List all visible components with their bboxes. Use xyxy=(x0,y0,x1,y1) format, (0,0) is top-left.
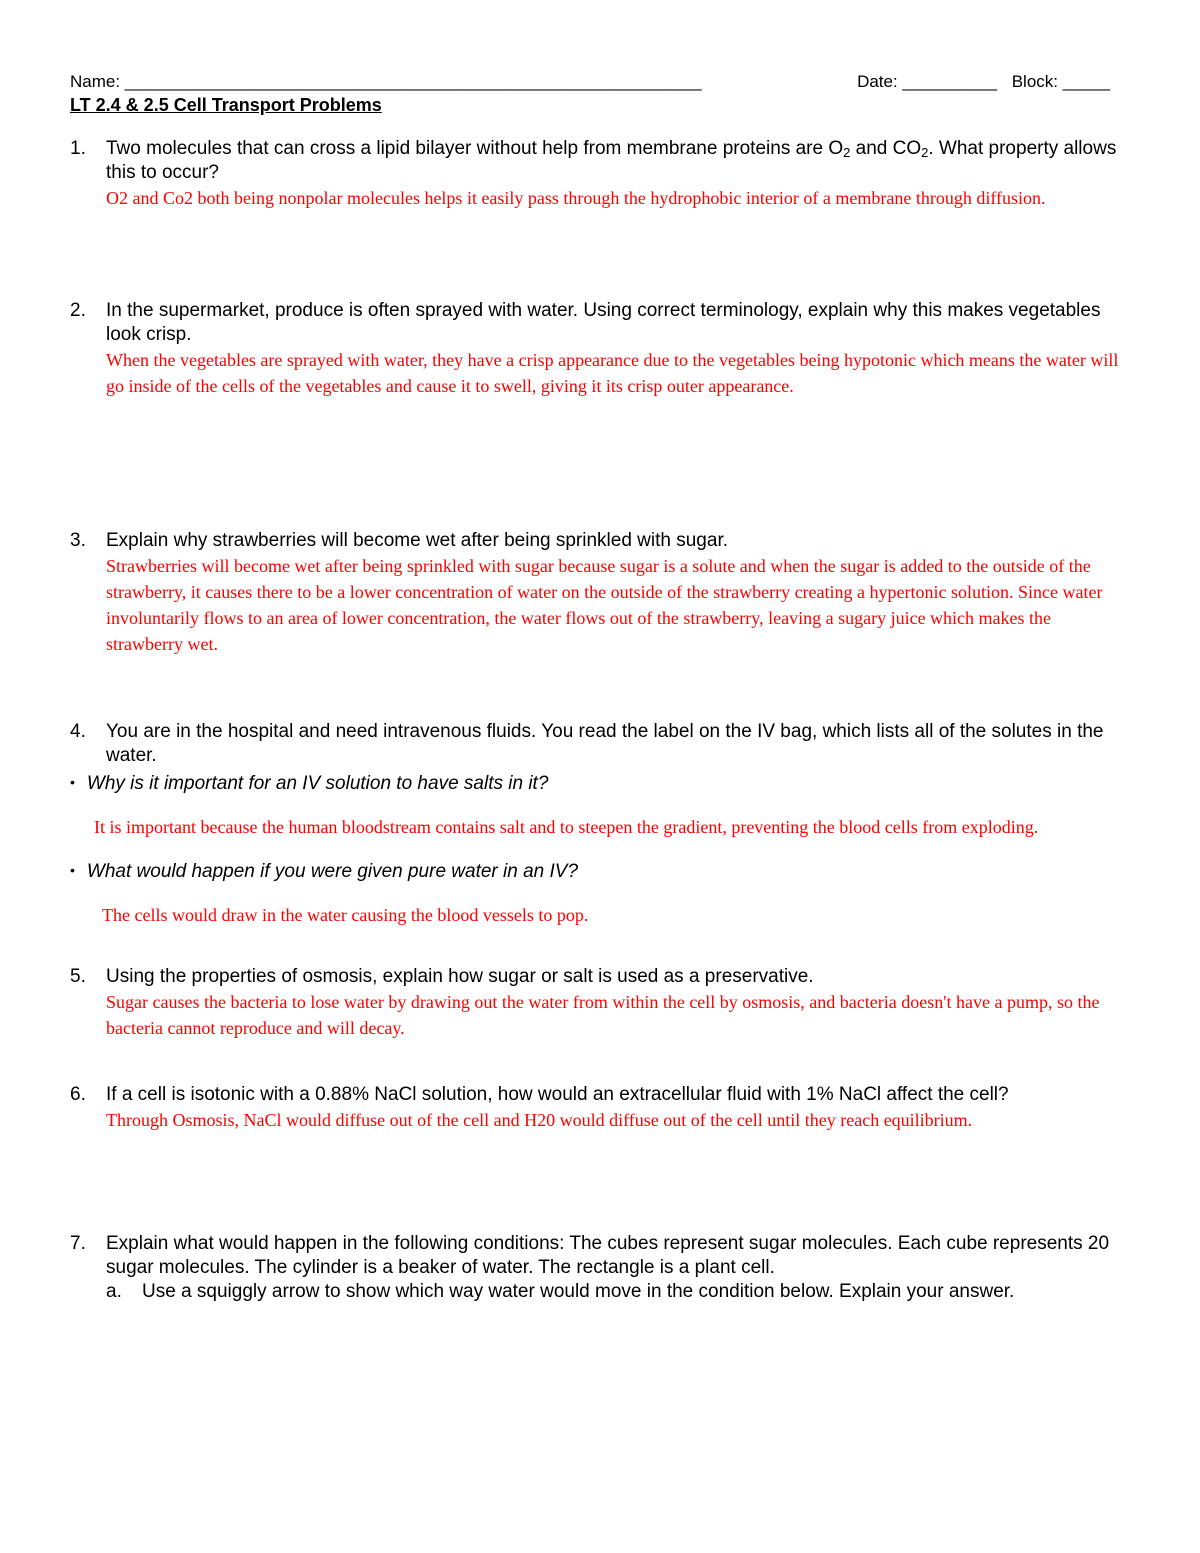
question-1 xyxy=(70,137,1130,211)
question-number: 3. xyxy=(70,530,86,551)
bullet-icon: • xyxy=(70,862,75,878)
question-6 xyxy=(70,1083,1130,1133)
sub-question-text: Use a squiggly arrow to show which way water would move in the condition below. Explain your answer. xyxy=(142,1281,1015,1302)
question-7 xyxy=(70,1232,1130,1304)
question-text: Two molecules that can cross a lipid bilayer without help from membrane proteins are $O_2$ and $CO_2$. What property allows this to occur? xyxy=(106,138,1117,183)
answer-text: O2 and Co2 both being nonpolar molecules helps it easily pass through the hydrophobic interior of a membrane through diffusion. xyxy=(106,188,1046,208)
question-text: Using the properties of osmosis, explain how sugar or salt is used as a preservative. xyxy=(106,966,814,987)
question-number: 7. xyxy=(70,1233,86,1254)
question-4 xyxy=(70,720,1130,928)
bullet-question-2: • What would happen if you were given pure water in an IV? xyxy=(70,861,579,882)
question-3 xyxy=(70,529,1130,657)
name-field-label: Name: _____________________________________________________________ xyxy=(70,72,702,91)
answer-text: The cells would draw in the water causing the blood vessels to pop. xyxy=(102,905,589,925)
answer-text: Through Osmosis, NaCl would diffuse out of the cell and H20 would diffuse out of the cell until they reach equilibrium. xyxy=(106,1110,973,1130)
sub-question-a xyxy=(106,1280,1130,1304)
sub-question-letter: a. xyxy=(106,1281,122,1302)
question-text: Explain why strawberries will become wet after being sprinkled with sugar. xyxy=(106,530,728,551)
answer-text: Strawberries will become wet after being sprinkled with sugar because sugar is a solute and when the sugar is added to the outside of the strawberry, it causes there to be a lower concentration of water on the outside of the strawberry creating a hypertonic solution. Since water involuntarily flows to an area of lower concentration, the water flows out of the strawberry, leaving a sugary juice which makes the strawberry wet. xyxy=(106,556,1103,654)
bullet-icon: • xyxy=(70,774,75,790)
question-text: Explain what would happen in the following conditions: The cubes represent sugar molecules. Each cube represents 20 sugar molecules. The cylinder is a beaker of water. The rectangle is a plant cell. xyxy=(106,1233,1110,1278)
question-number: 6. xyxy=(70,1084,86,1105)
question-text: In the supermarket, produce is often sprayed with water. Using correct terminology, explain why this makes vegetables look crisp. xyxy=(106,300,1101,345)
question-5 xyxy=(70,965,1130,1041)
bullet-question-1: • Why is it important for an IV solution to have salts in it? xyxy=(70,773,549,794)
block-field-label: Block: _____ xyxy=(1011,72,1110,91)
question-text: If a cell is isotonic with a 0.88% NaCl solution, how would an extracellular fluid with 1% NaCl affect the cell? xyxy=(106,1084,1009,1105)
answer-text: Sugar causes the bacteria to lose water by drawing out the water from within the cell by osmosis, and bacteria doesn't have a pump, so the bacteria cannot reproduce and will decay. xyxy=(106,992,1100,1038)
worksheet-title: LT 2.4 & 2.5 Cell Transport Problems xyxy=(70,95,382,115)
question-number: 2. xyxy=(70,300,86,321)
question-number: 1. xyxy=(70,138,86,159)
answer-text: It is important because the human bloodstream contains salt and to steepen the gradient, preventing the blood cells from exploding. xyxy=(94,817,1039,837)
question-number: 5. xyxy=(70,966,86,987)
question-2 xyxy=(70,299,1130,399)
question-text: You are in the hospital and need intravenous fluids. You read the label on the IV bag, which lists all of the solutes in the water. xyxy=(106,721,1104,766)
answer-text: When the vegetables are sprayed with water, they have a crisp appearance due to the vegetables being hypotonic which means the water will go inside of the cells of the vegetables and cause it to swell, giving it its crisp outer appearance. xyxy=(106,350,1119,396)
question-number: 4. xyxy=(70,721,86,742)
date-field-label: Date: __________ xyxy=(857,72,997,91)
header-row xyxy=(70,72,1110,92)
